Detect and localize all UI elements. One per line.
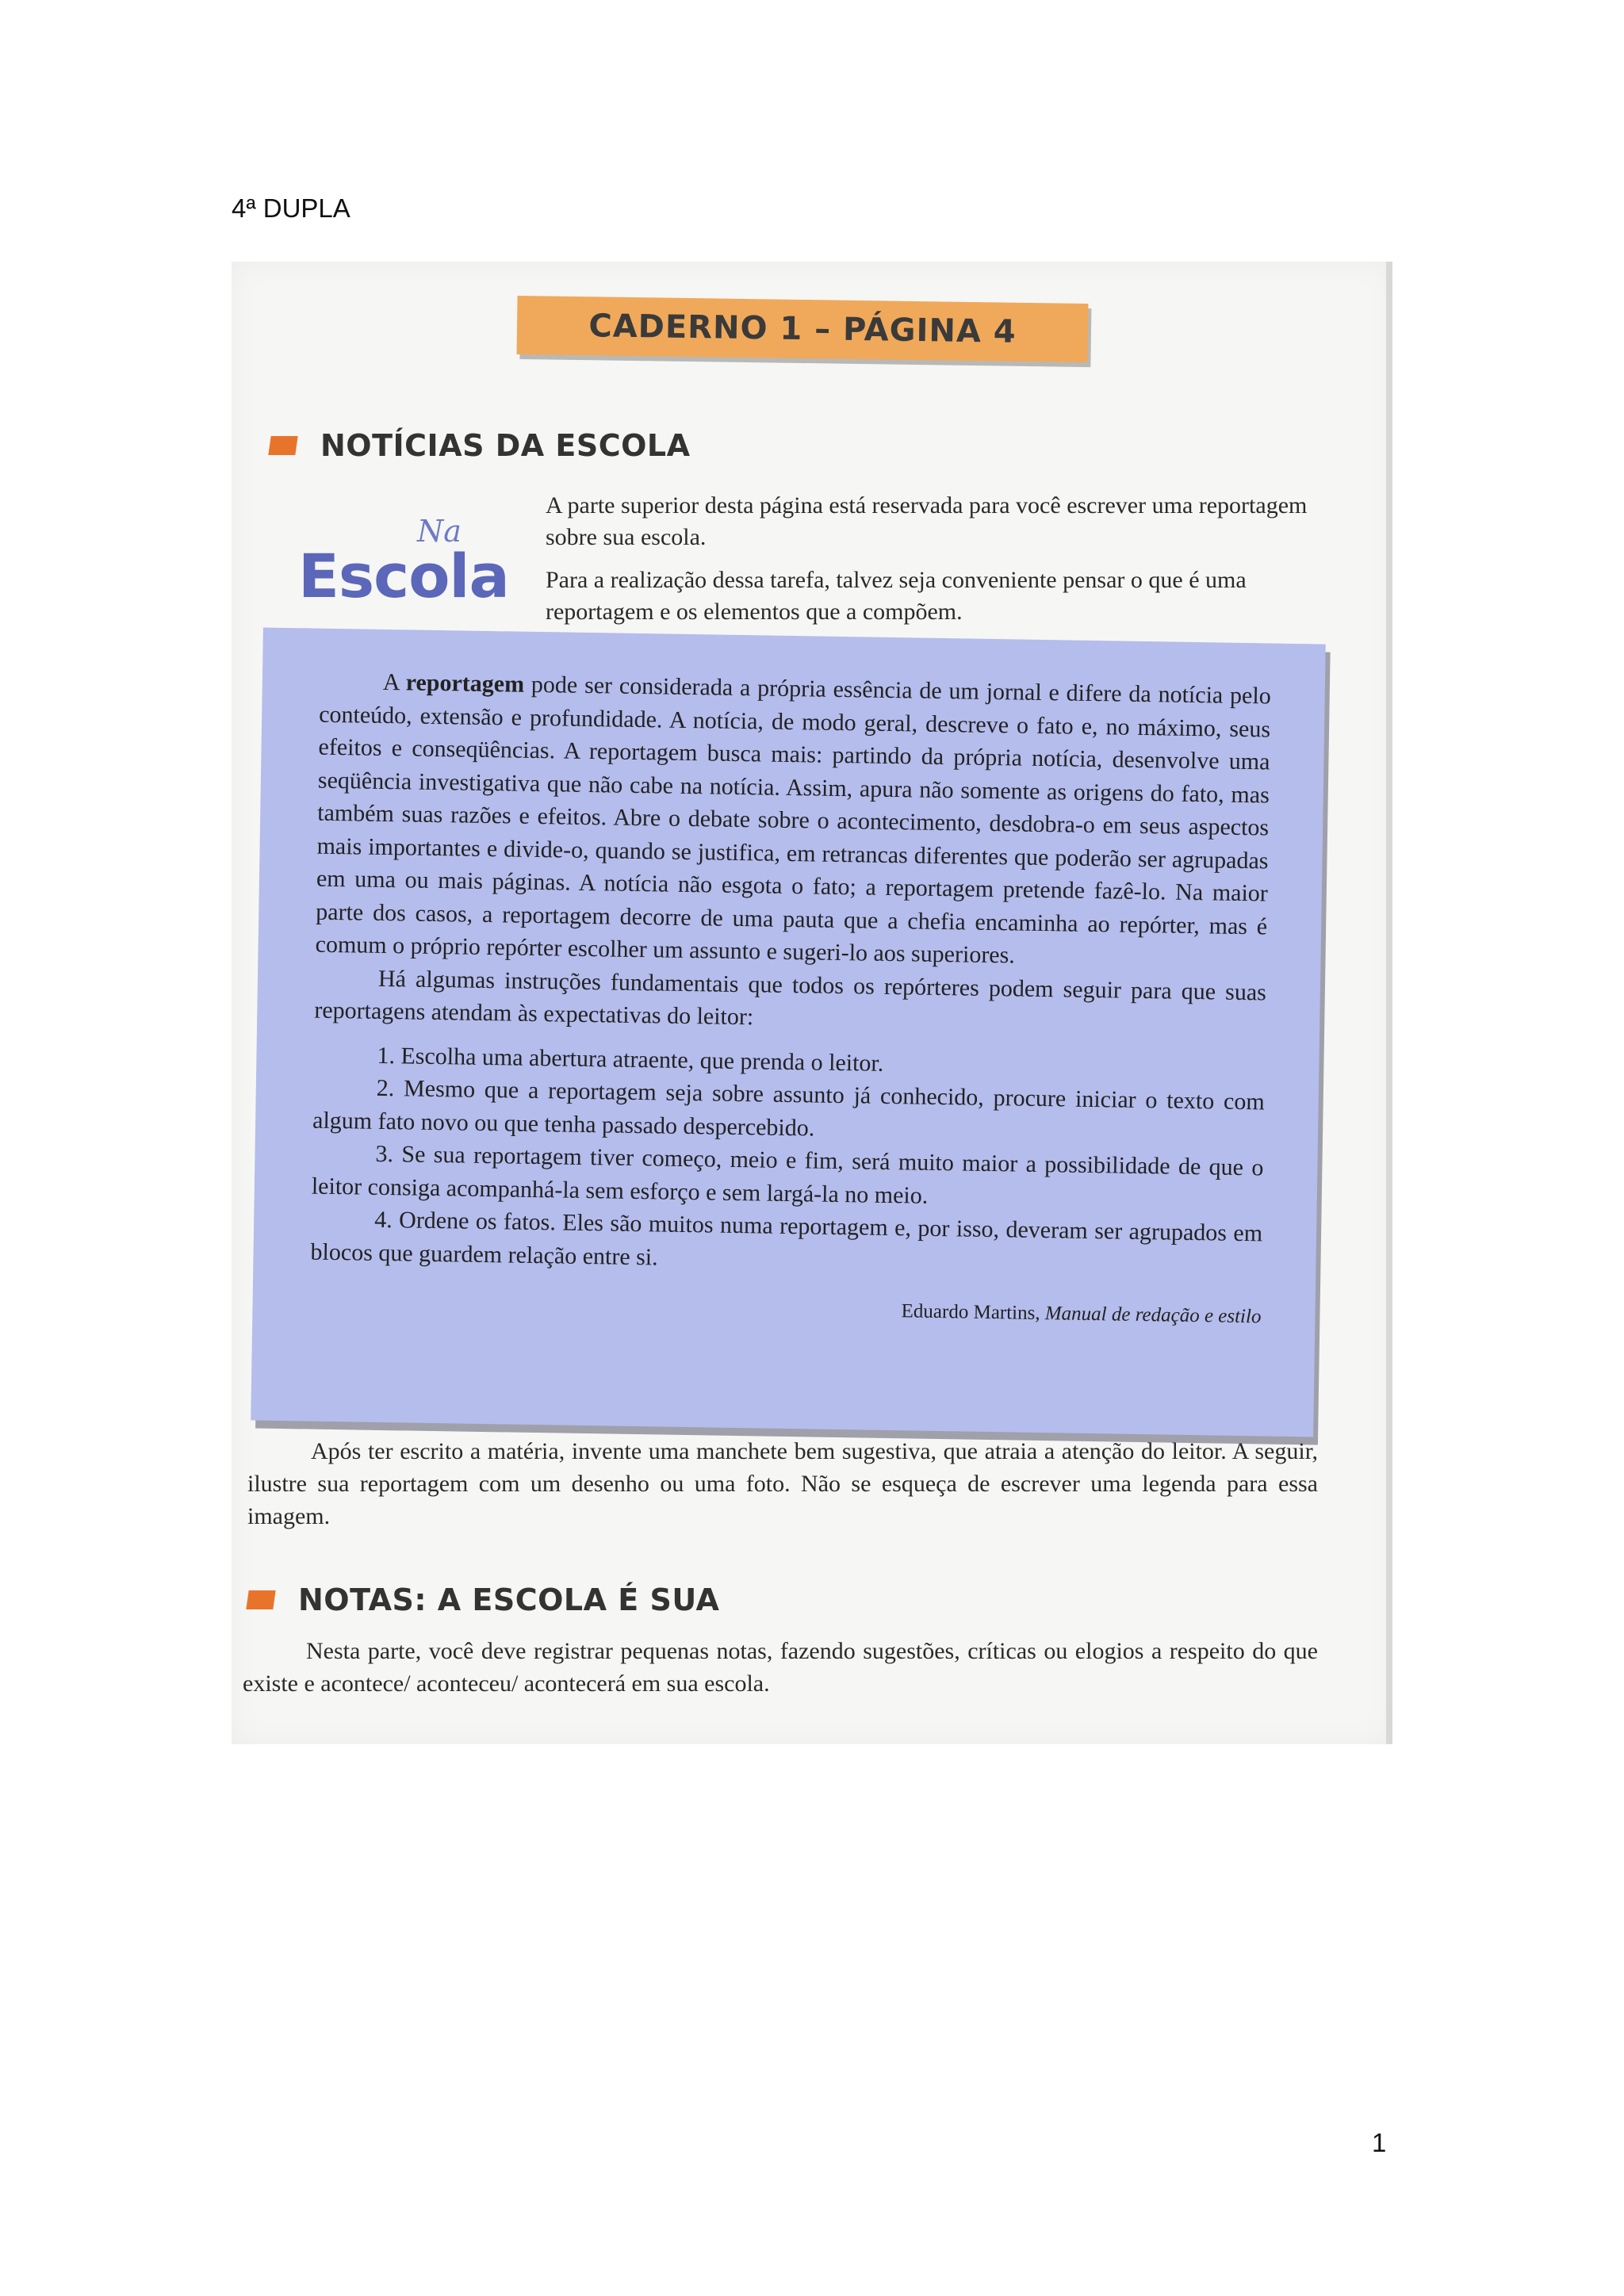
section-heading-text: NOTÍCIAS DA ESCOLA — [320, 428, 691, 463]
na-escola-logo — [298, 514, 520, 609]
scan-edge — [1386, 262, 1392, 1744]
instruction-item: 3. Se sua reportagem tiver começo, meio e fim, será muito maior a possibilidade de que o leitor consiga acompanhá-la sem esforço e sem largá-la no meio. — [311, 1140, 1264, 1209]
info-box-content — [309, 665, 1271, 1334]
orange-marker-icon — [268, 436, 297, 455]
source-title: Manual de redação e estilo — [1044, 1303, 1262, 1328]
info-bold-term: reportagem — [405, 669, 525, 698]
intro-paragraph-2: Para a realização dessa tarefa, talvez seja conveniente pensar o que é uma reportagem e os elementos que a compõem. — [546, 567, 1247, 625]
notas-paragraph: Nesta parte, você deve registrar pequenas notas, fazendo sugestões, críticas ou elogios a respeito do que existe e acontece/ aconteceu/ acontecerá em sua escola. — [243, 1638, 1318, 1697]
source-author: Eduardo Martins, — [901, 1300, 1046, 1325]
info-rest: pode ser considerada a própria essência de um jornal e difere da notícia pelo conteúdo, extensão e profundidade. A notícia, de modo geral, descreve o fato e, no máximo, seus efeitos e conseqüências. A reportagem busca mais: partindo da própria notícia, desenvolve uma seqüência investigativa que não cabe na notícia. Assim, apura não somente as origens do fato, mas também suas razões e efeitos. Abre o debate sobre o acontecimento, desdobra-o em seus aspectos mais importantes e divide-o, quando se justifica, em retrancas diferentes que poderão ser agrupadas em uma ou mais páginas. A notícia não esgota o fato; a reportagem pretende fazê-lo. Na maior parte dos casos, a reportagem decorre de uma pauta que a chefia encaminha ao repórter, mas é comum o próprio repórter escolher um assunto e sugeri-lo aos superiores. — [315, 671, 1271, 969]
info-paragraph-2: Há algumas instruções fundamentais que todos os repórteres podem seguir para que suas reportagens atendam às expectativas do leitor: — [314, 965, 1267, 1031]
info-lead: A — [382, 668, 406, 696]
document-header-label: 4ª DUPLA — [232, 193, 350, 223]
banner-title: CADERNO 1 – PÁGINA 4 — [588, 308, 1017, 350]
title-banner — [517, 296, 1089, 362]
section-heading-notas — [247, 1582, 719, 1617]
after-box-paragraph: Após ter escrito a matéria, invente uma manchete bem sugestiva, que atraia a atenção do leitor. A seguir, ilustre sua reportagem com um desenho ou uma foto. Não se esqueça de escrever uma legenda para essa imagem. — [247, 1438, 1318, 1529]
scanned-page — [232, 262, 1392, 1744]
source-citation — [309, 1286, 1262, 1334]
orange-marker-icon — [246, 1590, 275, 1609]
logo-escola-text: Escola — [298, 541, 509, 611]
info-paragraph-1 — [315, 665, 1271, 976]
intro-text — [546, 490, 1339, 639]
section-heading-text: NOTAS: A ESCOLA É SUA — [298, 1582, 720, 1617]
instruction-item: 1. Escolha uma abertura atraente, que prenda o leitor. — [377, 1042, 884, 1077]
instruction-item: 2. Mesmo que a reportagem seja sobre assunto já conhecido, procure iniciar o texto com algum fato novo ou que tenha passado despercebido. — [312, 1074, 1265, 1142]
section-heading-noticias — [270, 428, 691, 463]
instruction-item: 4. Ordene os fatos. Eles são muitos numa reportagem e, por isso, deveram ser agrupados em blocos que guardem relação entre si. — [310, 1206, 1263, 1270]
reportagem-info-box — [251, 628, 1326, 1437]
intro-paragraph-1: A parte superior desta página está reservada para você escrever uma reportagem sobre sua escola. — [546, 492, 1308, 550]
logo-na-text: Na — [417, 514, 462, 549]
page-number: 1 — [1372, 2128, 1387, 2157]
